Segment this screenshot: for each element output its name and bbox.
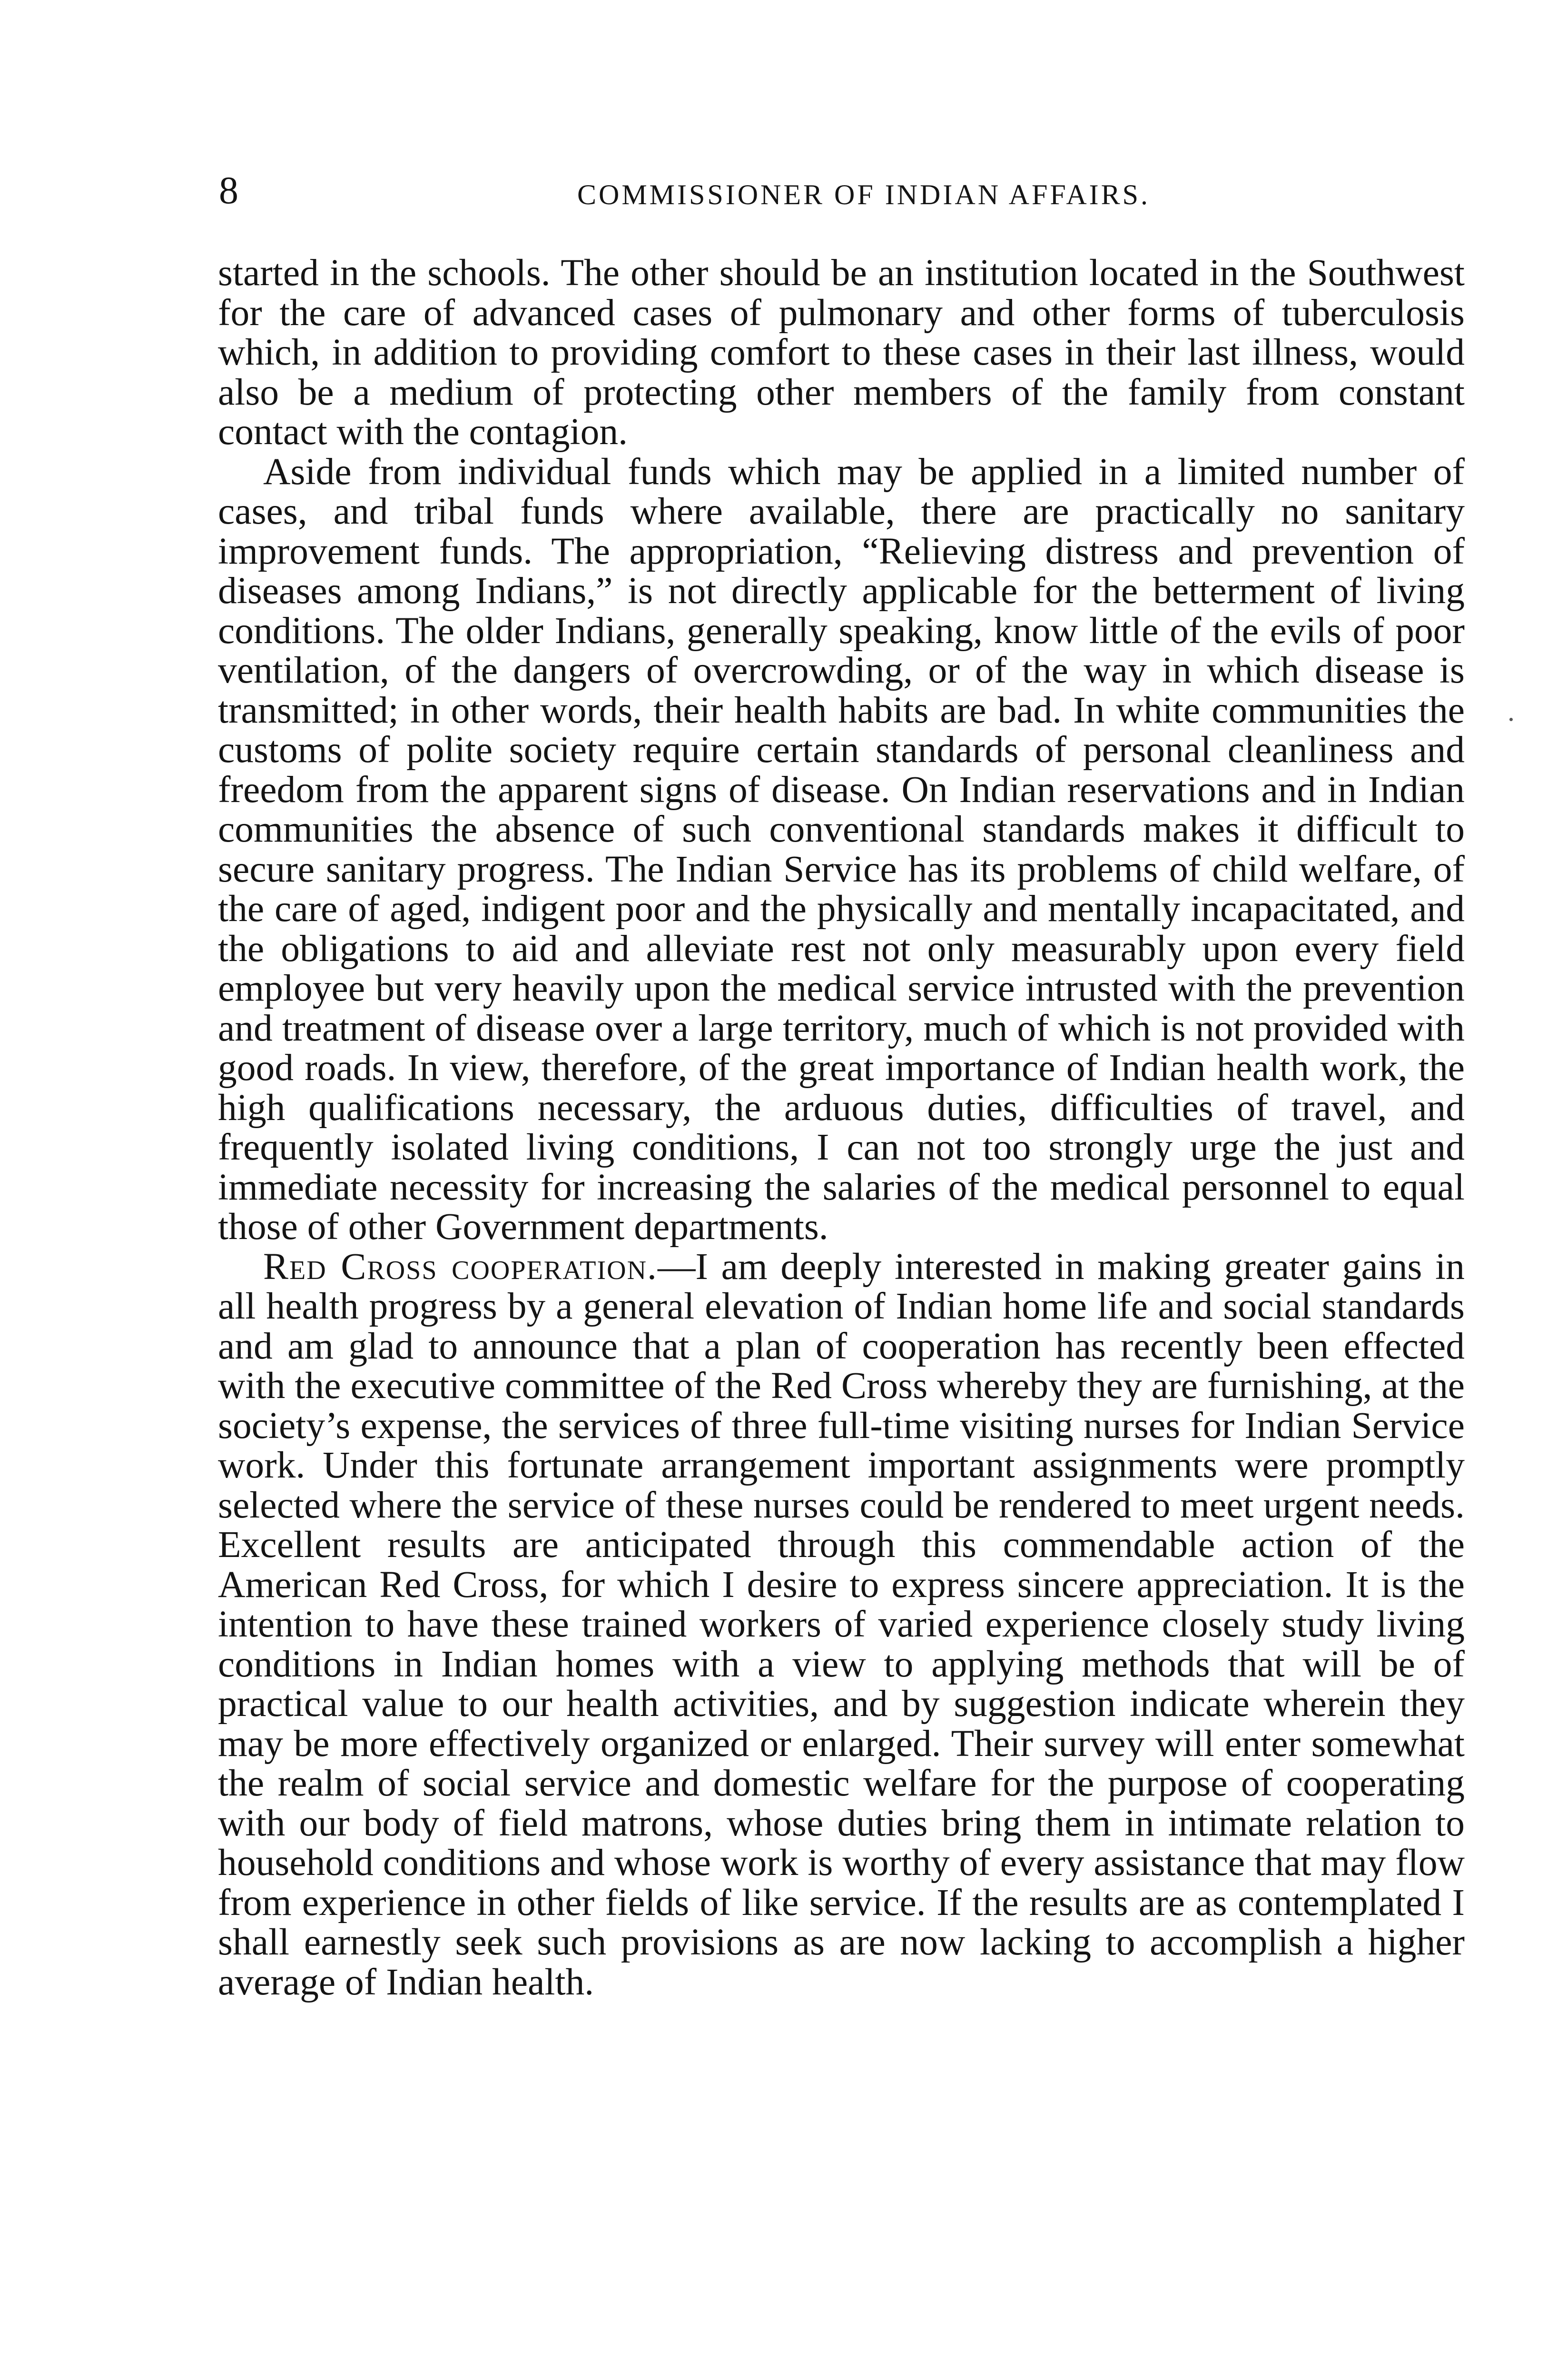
page-number: 8 (219, 169, 238, 212)
margin-speck (1509, 718, 1513, 721)
body-text (218, 253, 1465, 2002)
paragraph-red-cross-text: —I am deeply interested in making greater gains in all health progress by a general elevation of Indian home life and social standards and am glad to announce that a plan of cooperation has recently been effected with the executive committee of the Red Cross whereby they are furnishing, at the society’s expense, the services of three full-time visiting nurses for Indian Service work. Under this fortunate arrangement important assignments were promptly selected where the service of these nurses could be rendered to meet urgent needs. Excellent results are anticipated through this commendable action of the American Red Cross, for which I desire to express sincere appreciation. It is the intention to have these trained workers of varied experience closely study living conditions in Indian homes with a view to applying methods that will be of practical value to our health activities, and by suggestion indicate wherein they may be more effectively organized or enlarged. Their survey will enter somewhat the realm of social service and domestic welfare for the purpose of cooperating with our body of field matrons, whose duties bring them in intimate relation to household conditions and whose work is worthy of every assistance that may flow from experience in other fields of like service. If the results are as contemplated I shall earnestly seek such provisions as are now lacking to accomplish a higher average of Indian health. (218, 1245, 1465, 2003)
section-heading-red-cross: Red Cross cooperation. (263, 1245, 658, 1288)
running-title: COMMISSIONER OF INDIAN AFFAIRS. (577, 179, 1151, 210)
paragraph-sanitary-funds: Aside from individual funds which may be applied in a limited number of cases, and tribal funds where available, there are practically no sanitary improvement funds. The appropriation, “Relieving distress and prevention of diseases among Indians,” is not directly applicable for the betterment of living conditions. The older Indians, generally speaking, know little of the evils of poor ventilation, of the dangers of overcrowding, or of the way in which disease is transmitted; in other words, their health habits are bad. In white communities the customs of polite society require certain standards of personal cleanliness and freedom from the apparent signs of disease. On Indian reservations and in Indian communities the absence of such conventional standards makes it difficult to secure sanitary progress. The Indian Service has its problems of child welfare, of the care of aged, indigent poor and the physically and mentally incapacitated, and the obligations to aid and alleviate rest not only measurably upon every field employee but very heavily upon the medical service intrusted with the prevention and treatment of disease over a large territory, much of which is not provided with good roads. In view, therefore, of the great importance of Indian health work, the high qualifications necessary, the arduous duties, difficulties of travel, and frequently isolated living conditions, I can not too strongly urge the just and immediate necessity for increasing the salaries of the medical personnel to equal those of other Government departments. (218, 450, 1465, 1248)
paragraph-red-cross (218, 1247, 1465, 2003)
page-header (219, 167, 1466, 219)
paragraph-continued: started in the schools. The other should be an institution located in the Southwest for the care of advanced cases of pulmonary and other forms of tuberculosis which, in addition to providing comfort to these cases in their last illness, would also be a medium of protecting other members of the family from constant contact with the contagion. (218, 252, 1465, 453)
